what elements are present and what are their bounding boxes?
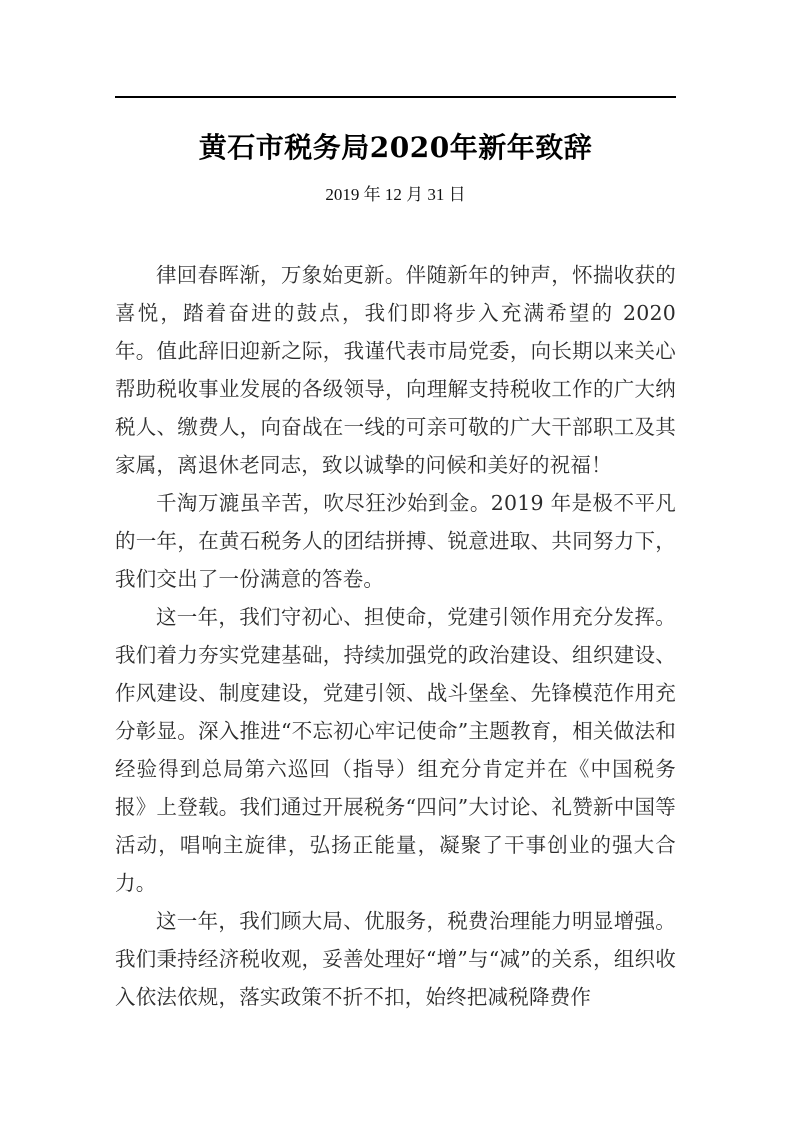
document-title: 黄石市税务局2020年新年致辞 — [198, 131, 593, 164]
document-body — [115, 256, 676, 1016]
header-divider-rule — [115, 96, 676, 98]
body-paragraph: 千淘万漉虽辛苦，吹尽狂沙始到金。2019 年是极不平凡的一年，在黄石税务人的团结拼搏、锐意进取、共同努力下，我们交出了一份满意的答卷。 — [115, 491, 676, 591]
title-block — [115, 126, 676, 208]
body-paragraph: 这一年，我们顾大局、优服务，税费治理能力明显增强。我们秉持经济税收观，妥善处理好“增”与“减”的关系，组织收入依法依规，落实政策不折不扣，始终把减税降费作 — [115, 909, 676, 1009]
body-paragraph: 这一年，我们守初心、担使命，党建引领作用充分发挥。我们着力夯实党建基础，持续加强党的政治建设、组织建设、作风建设、制度建设，党建引领、战斗堡垒、先锋模范作用充分彰显。深入推进“不忘初心牢记使命”主题教育，相关做法和经验得到总局第六巡回（指导）组充分肯定并在《中国税务报》上登载。我们通过开展税务“四问”大讨论、礼赞新中国等活动，唱响主旋律，弘扬正能量，凝聚了干事创业的强大合力。 — [115, 605, 676, 895]
body-paragraph: 律回春晖渐，万象始更新。伴随新年的钟声，怀揣收获的喜悦，踏着奋进的鼓点，我们即将步入充满希望的 2020 年。值此辞旧迎新之际，我谨代表市局党委，向长期以来关心帮助税收事业发展的各级领导，向理解支持税收工作的广大纳税人、缴费人，向奋战在一线的可亲可敬的广大干部职工及其家属，离退休老同志，致以诚挚的问候和美好的祝福！ — [115, 263, 676, 477]
document-date: 2019 年 12 月 31 日 — [325, 185, 466, 204]
